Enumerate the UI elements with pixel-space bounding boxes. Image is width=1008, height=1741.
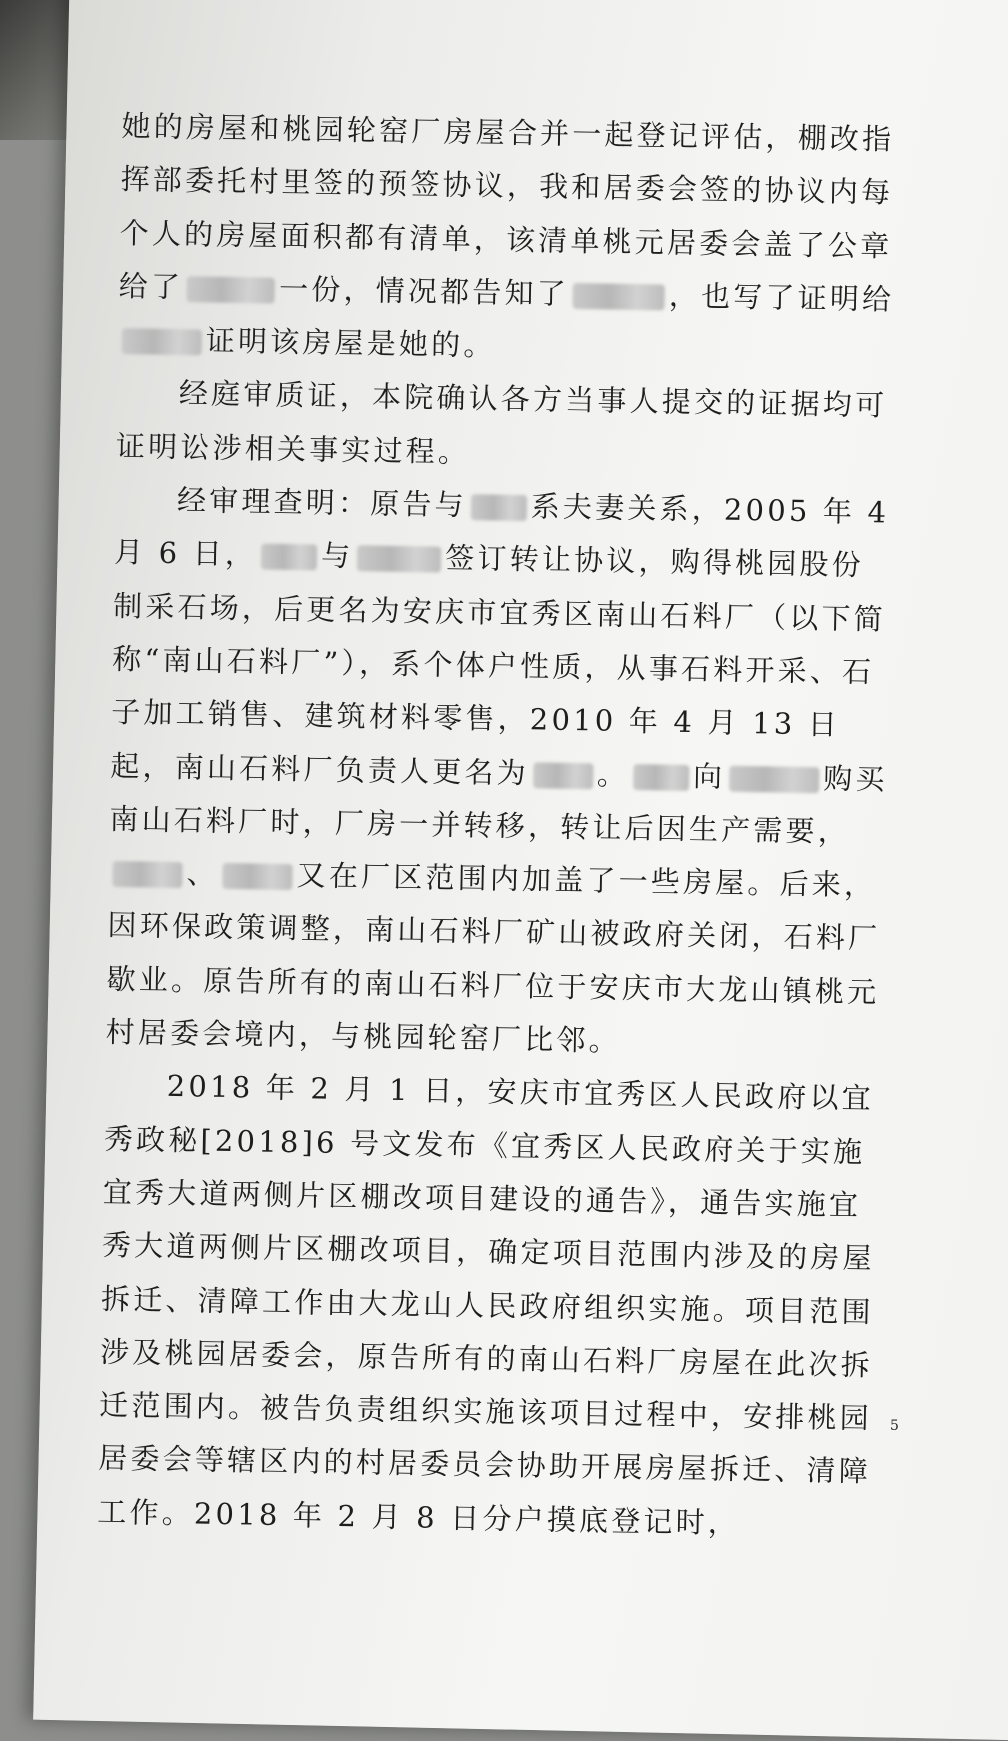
- redacted-name: [261, 544, 317, 571]
- page-number: 5: [890, 1418, 899, 1434]
- document-body: [97, 100, 902, 1552]
- paragraph-text: 系夫妻关系，2005 年 4 月 6 日，: [113, 489, 890, 572]
- paragraph: [105, 473, 895, 1073]
- redacted-name: [573, 283, 665, 311]
- paragraph-text: 又在厂区范围内加盖了一些房屋。后来，因环保政策调整，南山石料厂矿山被政府关闭，石料厂歇业。原告所有的南山石料厂位于安庆市大龙山镇桃元村居委会境内，与桃园轮窑厂比邻。: [105, 858, 881, 1058]
- redacted-name: [112, 861, 182, 888]
- redacted-name: [729, 765, 819, 793]
- redacted-name: [222, 863, 292, 890]
- paragraph-text: 。: [596, 756, 630, 792]
- paragraph: [117, 100, 902, 380]
- paragraph-text: ，也写了证明给: [668, 278, 895, 317]
- redacted-name: [187, 276, 275, 304]
- paragraph-text: 签订转让协议，购得桃园股份制采石场，后更名为安庆市宜秀区南山石料厂（以下简称“南山石料厂”），系个体户性质，从事石料开采、石子加工销售、建筑材料零售，2010 年 4 月 13 日起，南山石料厂负责人更名为: [110, 541, 887, 790]
- paragraph-text: 、: [186, 856, 220, 891]
- paragraph: [97, 1059, 885, 1552]
- paragraph-text: 经审理查明：原告与: [176, 483, 468, 523]
- paragraph-text: 她的房屋和桃园轮窑厂房屋合并一起登记评估，棚改指挥部委托村里签的预签协议，我和居委会签的协议内每个人的房屋面积都有清单，该清单桃元居委会盖了公章给了: [118, 108, 895, 304]
- paragraph-text: 经庭审质证，本院确认各方当事人提交的证据均可证明讼涉相关事实过程。: [115, 376, 888, 469]
- paragraph-text: 购买南山石料厂时，厂房一并转移，转让后因生产需要，: [109, 760, 888, 849]
- redacted-name: [122, 328, 202, 355]
- paragraph: [115, 366, 897, 486]
- redacted-name: [633, 764, 689, 791]
- redacted-name: [357, 546, 441, 573]
- redacted-name: [533, 762, 593, 789]
- paragraph-text: 一份，情况都告知了: [278, 271, 570, 311]
- paragraph-text: 向: [692, 758, 726, 794]
- redacted-name: [471, 494, 527, 521]
- paragraph-text: 2018 年 2 月 1 日，安庆市宜秀区人民政府以宜秀政秘[2018]6 号文发布《宜秀区人民政府关于实施宜秀大道两侧片区棚改项目建设的通告》，通告实施宜秀大道两侧片区棚改项目，确定项目范围内涉及的房屋拆迁、清障工作由大龙山人民政府组织实施。项目范围涉及桃园居委会，原告所有的南山石料厂房屋在此次拆迁范围内。被告负责组织实施该项目过程中，安排桃园居委会等辖区内的村居委员会协助开展房屋拆迁、清障工作。2018 年 2 月 8 日分户摸底登记时，: [97, 1069, 876, 1540]
- paragraph-text: 与: [320, 538, 354, 574]
- paragraph-text: 证明该房屋是她的。: [205, 323, 496, 363]
